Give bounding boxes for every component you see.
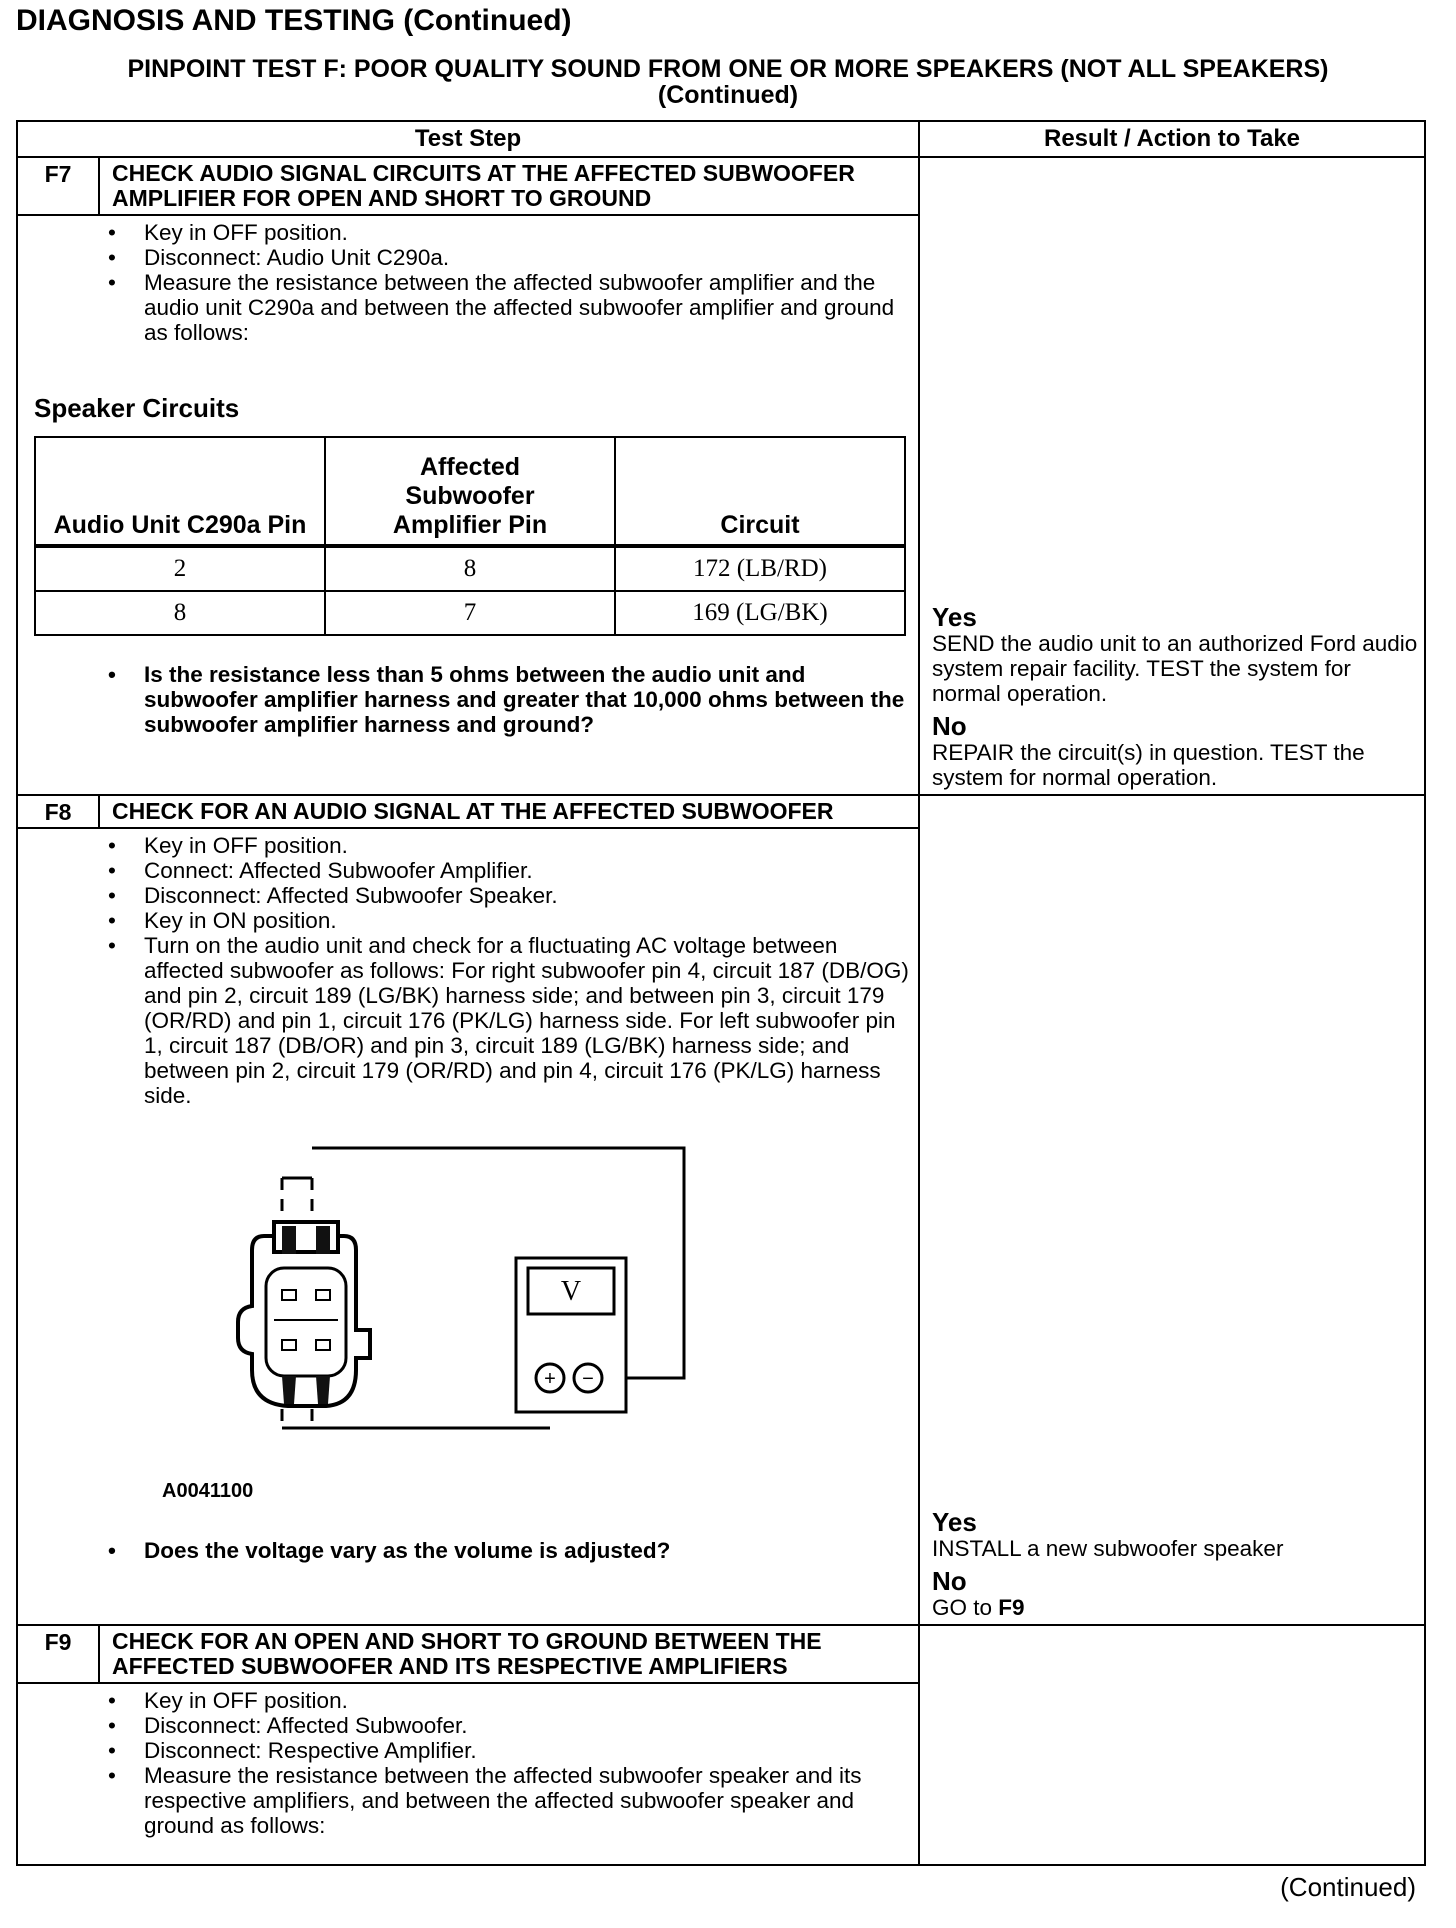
step-body-f9 <box>18 1684 918 1844</box>
step-question: • Does the voltage vary as the volume is adjusted? <box>108 1538 910 1563</box>
result-cell-f7 <box>919 157 1425 795</box>
table-cell: 2 <box>35 546 325 591</box>
step-heading: CHECK AUDIO SIGNAL CIRCUITS AT THE AFFECTED SUBWOOFER AMPLIFIER FOR OPEN AND SHORT TO GROUND <box>112 160 855 211</box>
figure-code: A0041100 <box>162 1480 254 1502</box>
step-heading: CHECK FOR AN AUDIO SIGNAL AT THE AFFECTED SUBWOOFER <box>112 798 834 824</box>
step-instructions <box>18 833 910 1108</box>
step-instructions <box>18 220 910 345</box>
list-item: • Disconnect: Affected Subwoofer. <box>108 1713 910 1738</box>
result-yes-label: Yes <box>932 1507 977 1537</box>
table-row <box>35 546 905 591</box>
voltmeter-figure <box>26 1108 910 1538</box>
step-cell-f7 <box>17 157 919 795</box>
result-yes-label: Yes <box>932 602 977 632</box>
connector-voltmeter-diagram <box>26 1108 906 1468</box>
result-no-label: No <box>932 711 967 741</box>
speaker-circuits-table <box>34 436 906 636</box>
voltmeter-display: V <box>560 1276 582 1307</box>
column-header: Audio Unit C290a Pin <box>35 437 325 546</box>
table-row <box>35 591 905 635</box>
result-no-label: No <box>932 1566 967 1596</box>
step-id: F8 <box>18 796 100 827</box>
list-item: • Key in OFF position. <box>108 1688 910 1713</box>
list-item: • Disconnect: Affected Subwoofer Speaker. <box>108 883 910 908</box>
step-header-f7 <box>18 158 918 216</box>
speaker-circuits-title: Speaker Circuits <box>34 393 240 423</box>
step-row-f7 <box>17 157 1425 795</box>
table-header-row <box>17 121 1425 157</box>
result-no-prefix: GO to <box>932 1595 999 1620</box>
step-cell-f8 <box>17 795 919 1625</box>
table-cell: 172 (LB/RD) <box>615 546 905 591</box>
step-header-f8 <box>18 796 918 829</box>
pinpoint-test-table <box>16 120 1426 1866</box>
continued-footer: (Continued) <box>1280 1872 1416 1902</box>
result-no-text: REPAIR the circuit(s) in question. TEST the system for normal operation. <box>932 740 1365 790</box>
plus-terminal-label: + <box>544 1368 556 1390</box>
result-yes-text: INSTALL a new subwoofer speaker <box>932 1536 1284 1561</box>
list-item: • Disconnect: Audio Unit C290a. <box>108 245 910 270</box>
step-body-f7 <box>18 216 918 743</box>
list-item: • Measure the resistance between the affected subwoofer speaker and its respective amplifiers, and between the affected subwoofer speaker and ground as follows: <box>108 1763 910 1838</box>
step-question: • Is the resistance less than 5 ohms between the audio unit and subwoofer amplifier harness and greater that 10,000 ohms between the subwoofer amplifier harness and ground? <box>108 662 910 737</box>
step-question-list <box>18 1538 910 1563</box>
table-cell: 8 <box>35 591 325 635</box>
result-block-f7 <box>932 603 1418 790</box>
step-id: F7 <box>18 158 100 214</box>
result-yes-text: SEND the audio unit to an authorized Ford audio system repair facility. TEST the system for normal operation. <box>932 631 1418 706</box>
step-row-f9 <box>17 1625 1425 1865</box>
list-item: • Key in OFF position. <box>108 220 910 245</box>
column-header: Affected Subwoofer Amplifier Pin <box>325 437 615 546</box>
step-cell-f9 <box>17 1625 919 1865</box>
step-id: F9 <box>18 1626 100 1682</box>
table-cell: 7 <box>325 591 615 635</box>
pinpoint-test-title-line2: (Continued) <box>657 81 799 109</box>
list-item: • Connect: Affected Subwoofer Amplifier. <box>108 858 910 883</box>
pinpoint-test-title <box>16 56 1440 108</box>
list-item: • Key in ON position. <box>108 908 910 933</box>
header-result: Result / Action to Take <box>919 121 1425 157</box>
result-cell-f9 <box>919 1625 1425 1865</box>
result-cell-f8 <box>919 795 1425 1625</box>
header-test-step: Test Step <box>17 121 919 157</box>
table-cell: 8 <box>325 546 615 591</box>
pinpoint-test-title-line1: PINPOINT TEST F: POOR QUALITY SOUND FROM ONE OR MORE SPEAKERS (NOT ALL SPEAKERS) <box>127 55 1329 83</box>
page-title: DIAGNOSIS AND TESTING (Continued) <box>16 4 572 37</box>
list-item: • Measure the resistance between the affected subwoofer amplifier and the audio unit C290a and between the affected subwoofer amplifier and ground as follows: <box>108 270 910 345</box>
step-instructions <box>18 1688 910 1838</box>
list-item: • Key in OFF position. <box>108 833 910 858</box>
result-block-f8 <box>932 1508 1418 1620</box>
goto-step-link[interactable]: F9 <box>998 1595 1025 1620</box>
step-row-f8 <box>17 795 1425 1625</box>
list-item: • Disconnect: Respective Amplifier. <box>108 1738 910 1763</box>
result-no-text <box>932 1595 1418 1620</box>
table-header-row <box>35 437 905 546</box>
minus-terminal-label: − <box>582 1368 594 1390</box>
step-body-f8 <box>18 829 918 1569</box>
step-question-list <box>18 662 910 737</box>
column-header: Circuit <box>615 437 905 546</box>
step-header-f9 <box>18 1626 918 1684</box>
list-item: • Turn on the audio unit and check for a fluctuating AC voltage between affected subwoofer as follows: For right subwoofer pin 4, circuit 187 (DB/OG) and pin 2, circuit 189 (LG/BK) harness side; and between pin 3, circuit 179 (OR/RD) and pin 1, circuit 176 (PK/LG) harness side. For left subwoofer pin 1, circuit 187 (DB/OR) and pin 3, circuit 189 (LG/BK) harness side; and between pin 2, circuit 179 (OR/RD) and pin 4, circuit 176 (PK/LG) harness side. <box>108 933 910 1108</box>
table-cell: 169 (LG/BK) <box>615 591 905 635</box>
step-heading: CHECK FOR AN OPEN AND SHORT TO GROUND BETWEEN THE AFFECTED SUBWOOFER AND ITS RESPECTIVE AMPLIFIERS <box>112 1628 822 1679</box>
